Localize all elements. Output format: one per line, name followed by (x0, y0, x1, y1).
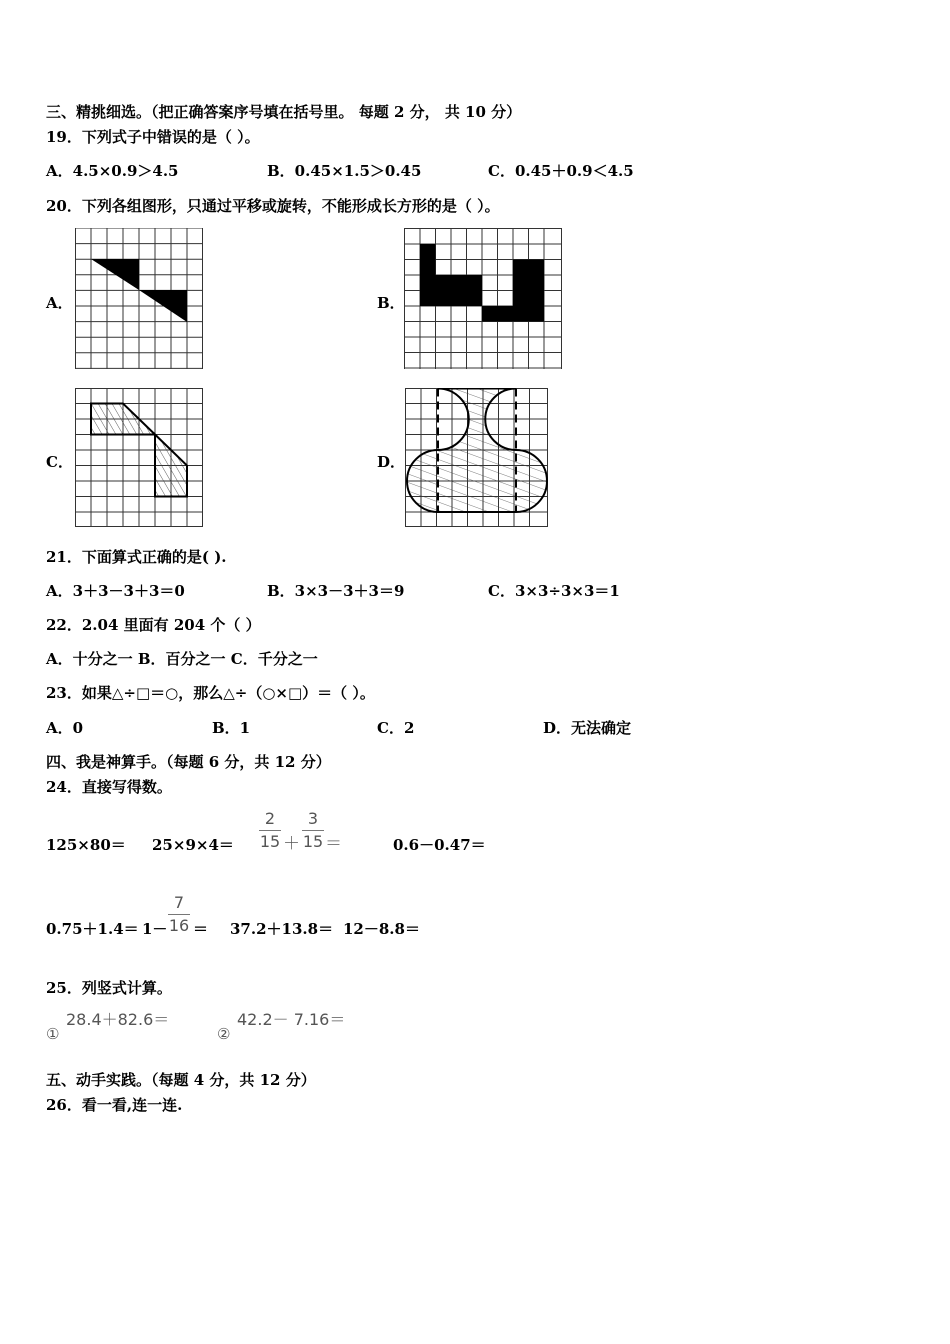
q26-stem: 26．看一看,连一连. (46, 1096, 183, 1114)
q24-fraction-2-den: 15 (302, 832, 324, 851)
q23-stem: 23．如果△÷□＝○，那么△÷（○×□）＝（ ）。 (46, 684, 375, 702)
figure-d (405, 388, 548, 527)
q19-stem: 19．下列式子中错误的是（ ）。 (46, 128, 260, 146)
q19-option-c: C．0.45＋0.9＜4.5 (488, 162, 634, 180)
figure-b (404, 228, 562, 369)
q24-fraction-1-num: 2 (264, 809, 276, 828)
q22-stem: 22．2.04 里面有 204 个（ ） (46, 616, 261, 634)
q24-fraction-3-den: 16 (168, 916, 190, 935)
q24-expr-5: 0.75＋1.4＝ (46, 920, 139, 938)
q24-expr-6-equals: ＝ (193, 920, 209, 938)
q23-option-d: D．无法确定 (543, 719, 632, 737)
q24-expr-6-prefix: 1－ (142, 920, 168, 938)
q24-plus: ＋ (283, 834, 300, 854)
q24-fraction-2 (302, 809, 324, 852)
q24-fraction-3 (168, 893, 190, 936)
q24-expr-4: 0.6－0.47＝ (393, 836, 486, 854)
q21-option-b: B．3×3－3＋3＝9 (267, 582, 405, 600)
q21-option-c: C．3×3÷3×3＝1 (488, 582, 620, 600)
q23-option-a: A．0 (46, 719, 84, 737)
q20-label-b: B． (377, 294, 405, 312)
section4-title: 四、我是神算手。（每题 6 分，共 12 分） (46, 753, 331, 771)
q25-marker-2: ② (217, 1025, 231, 1043)
q20-label-c: C． (46, 453, 73, 471)
q24-expr-8: 12－8.8＝ (343, 920, 420, 938)
q20-stem: 20．下列各组图形，只通过平移或旋转，不能形成长方形的是（ ）。 (46, 197, 500, 215)
q24-fraction-3-bar (168, 914, 190, 915)
figure-a (75, 228, 203, 369)
q24-stem: 24．直接写得数。 (46, 778, 172, 796)
section3-title: 三、精挑细选。（把正确答案序号填在括号里。 每题 2 分， 共 10 分） (46, 103, 522, 121)
q24-fraction-3-num: 7 (173, 893, 185, 912)
q24-expr-1: 125×80＝ (46, 836, 126, 854)
q21-option-a: A．3＋3－3＋3＝0 (46, 582, 185, 600)
q25-stem: 25．列竖式计算。 (46, 979, 172, 997)
q24-expr-2: 25×9×4＝ (152, 836, 234, 854)
q24-fraction-1-den: 15 (259, 832, 281, 851)
q24-equals-3: ＝ (325, 834, 342, 854)
q24-fraction-1-bar (259, 830, 281, 831)
q19-option-b: B．0.45×1.5＞0.45 (267, 162, 422, 180)
q21-stem: 21．下面算式正确的是( ). (46, 548, 227, 566)
q23-option-c: C．2 (377, 719, 415, 737)
section5-title: 五、动手实践。（每题 4 分，共 12 分） (46, 1071, 316, 1089)
q20-label-a: A． (46, 294, 73, 312)
q24-expr-7: 37.2＋13.8＝ (230, 920, 334, 938)
q23-option-b: B．1 (212, 719, 251, 737)
q24-fraction-2-num: 3 (307, 809, 319, 828)
q19-option-a: A．4.5×0.9＞4.5 (46, 162, 179, 180)
q24-fraction-1 (259, 809, 281, 852)
q22-options: A．十分之一 B．百分之一 C．千分之一 (46, 650, 318, 668)
q25-expr-2: 42.2－ 7.16＝ (237, 1010, 346, 1029)
q25-expr-1: 28.4＋82.6＝ (66, 1010, 170, 1029)
q25-marker-1: ① (46, 1025, 60, 1043)
figure-c (75, 388, 203, 527)
q24-fraction-2-bar (302, 830, 324, 831)
q20-label-d: D． (377, 453, 406, 471)
